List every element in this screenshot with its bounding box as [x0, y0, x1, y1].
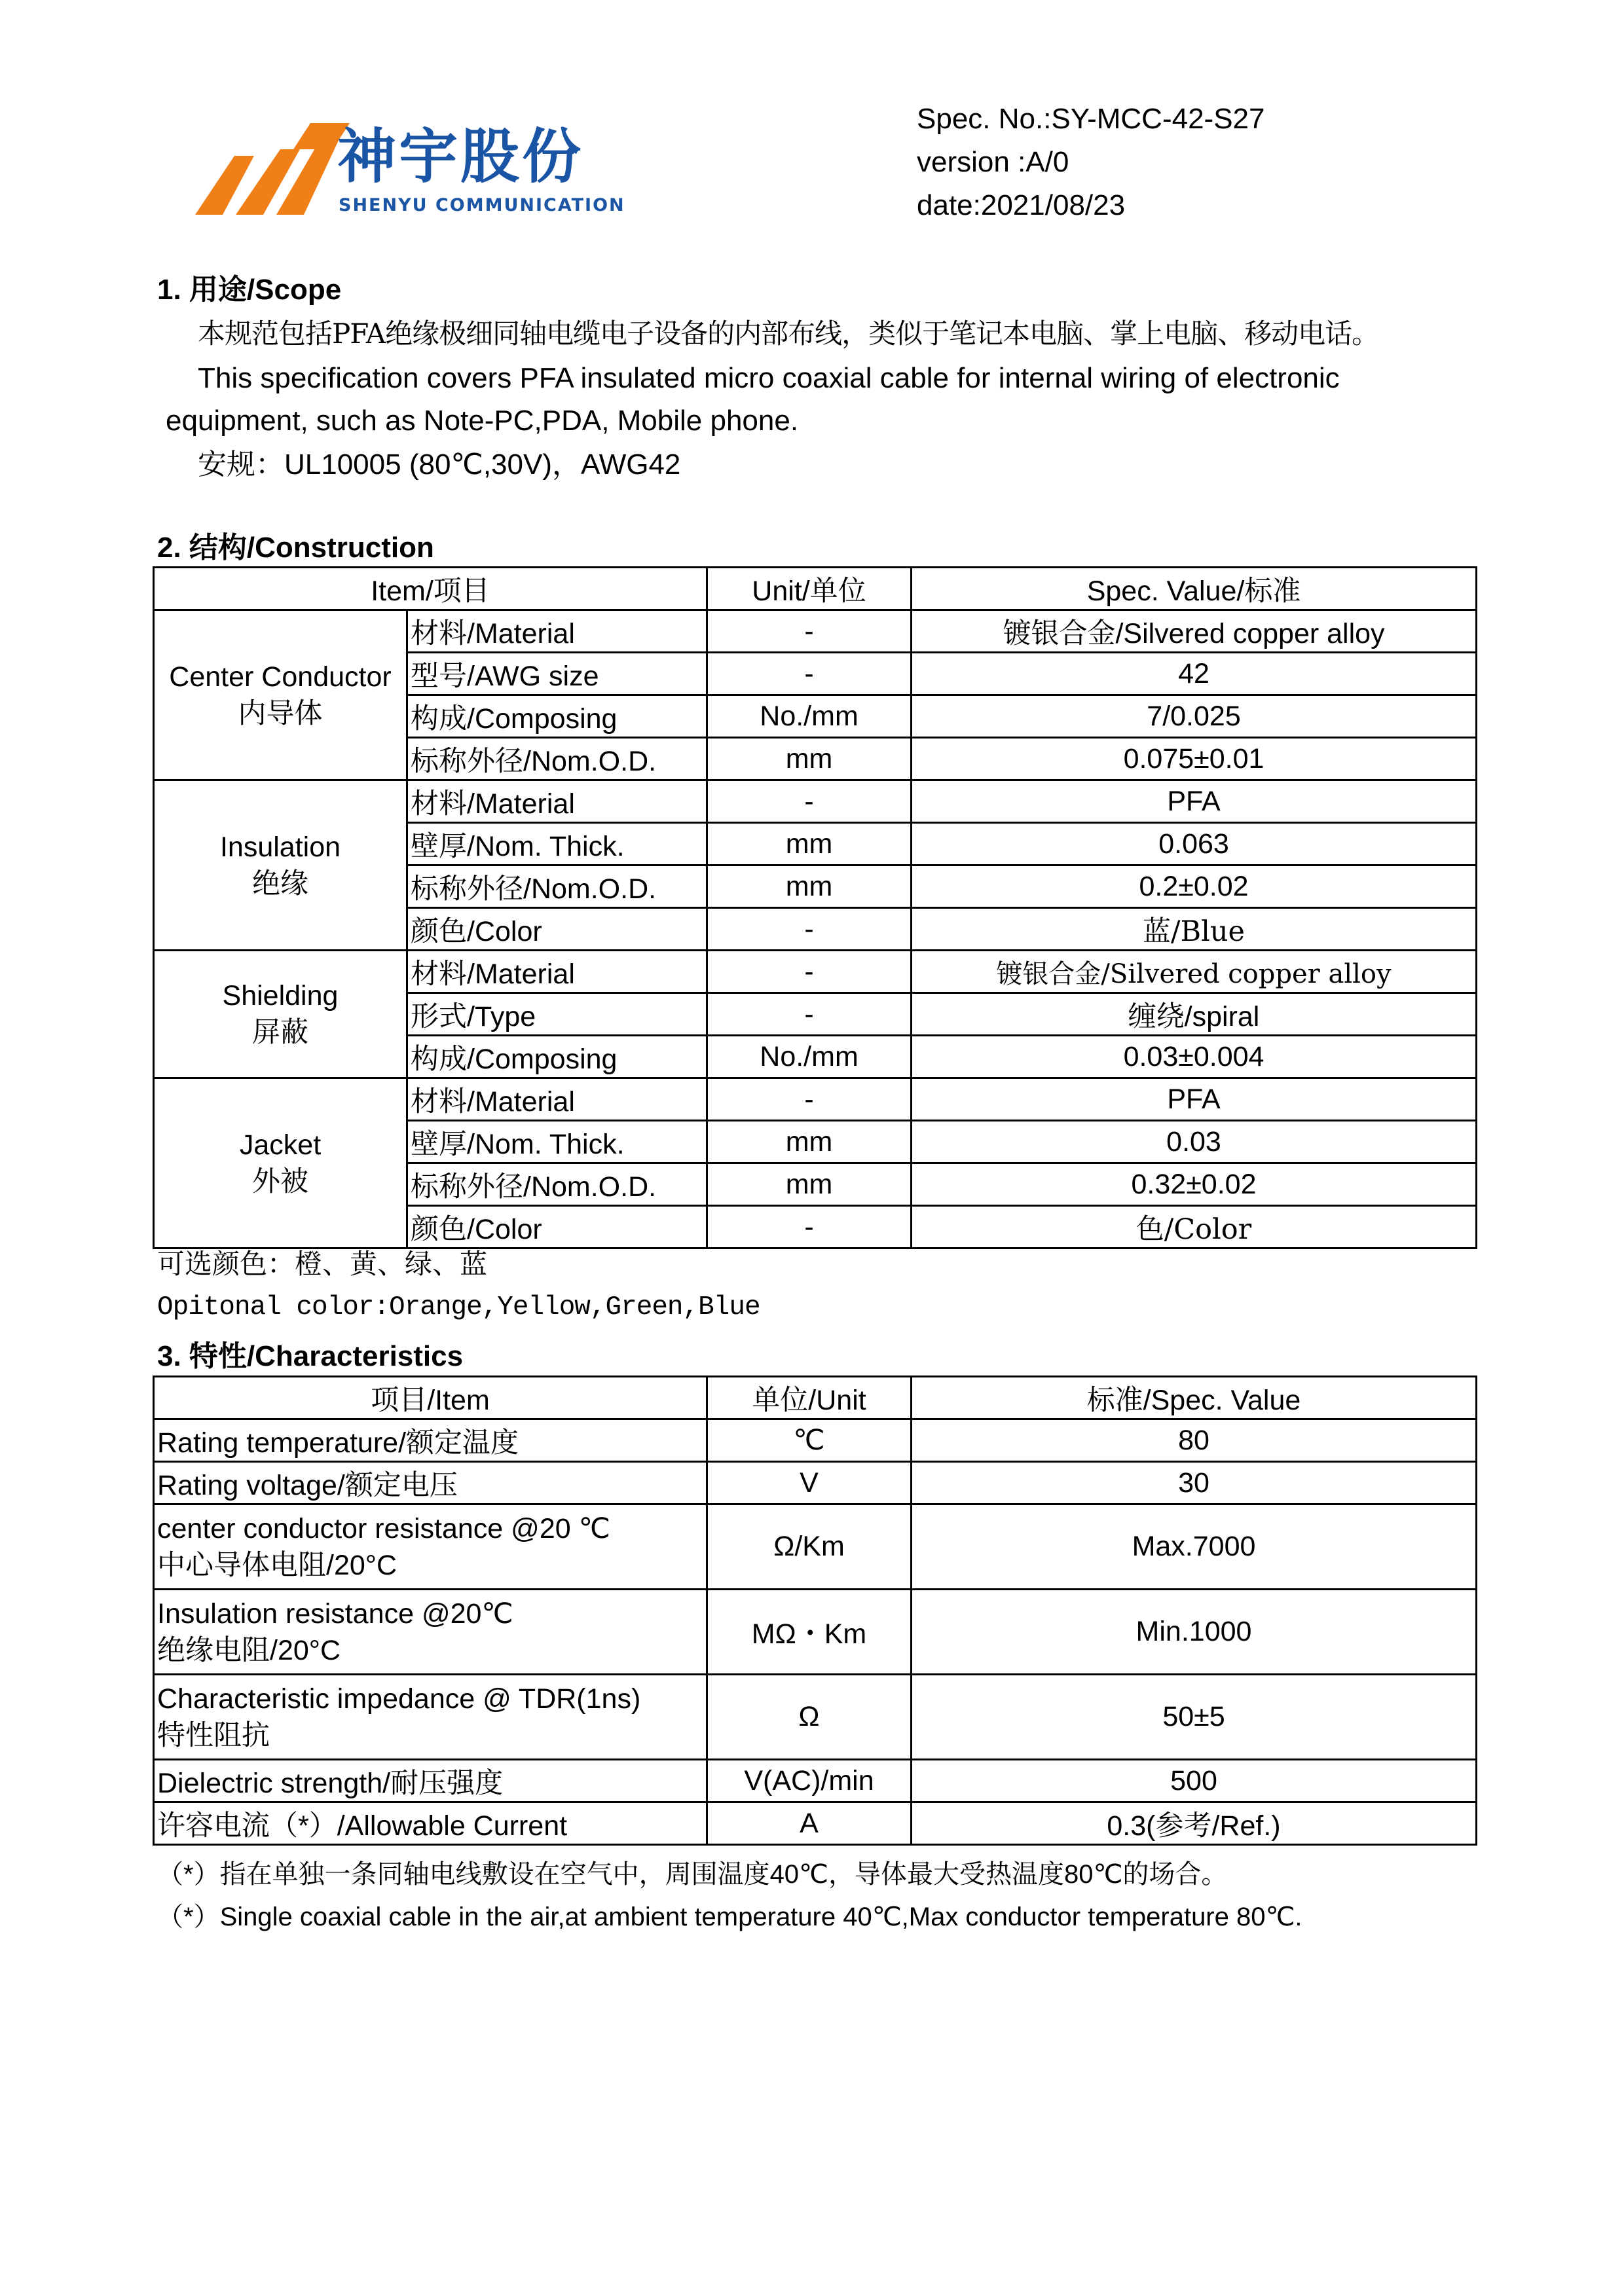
scope-text-en-2: equipment, such as Note-PC,PDA, Mobile phone. — [166, 405, 799, 437]
group-name-en: Insulation — [219, 831, 341, 863]
row-unit: mm — [707, 738, 912, 780]
characteristics-heading: 3. 特性/Characteristics — [157, 1340, 464, 1372]
row-unit: - — [707, 993, 912, 1036]
row-unit: Ω/Km — [707, 1504, 912, 1590]
row-value: PFA — [912, 780, 1477, 823]
row-value: 42 — [912, 653, 1477, 695]
footnote-cn: （*）指在单独一条同轴电线敷设在空气中，周围温度40℃，导体最大受热温度80℃的场合。 — [157, 1860, 1228, 1889]
row-unit: V — [707, 1462, 912, 1504]
row-value: 镀银合金/Silvered copper alloy — [912, 610, 1477, 653]
group-insulation — [154, 780, 407, 951]
row-value: Min.1000 — [912, 1590, 1477, 1675]
row-item-cn: 绝缘电阻/20°C — [157, 1634, 341, 1666]
spec-number: Spec. No.:SY-MCC-42-S27 — [917, 103, 1265, 135]
header-spec: Spec. Value/标准 — [912, 568, 1477, 610]
construction-table — [153, 566, 1477, 1249]
characteristics-table — [153, 1376, 1477, 1846]
row-value: 0.063 — [912, 823, 1477, 866]
scope-heading: 1. 用途/Scope — [157, 274, 342, 306]
row-item: 标称外径/Nom.O.D. — [407, 738, 707, 780]
group-center-conductor — [154, 610, 407, 780]
row-value: 0.3(参考/Ref.) — [912, 1802, 1477, 1845]
table-row — [154, 1462, 1477, 1504]
row-item-cn: 特性阻抗 — [157, 1719, 270, 1751]
row-value: 7/0.025 — [912, 695, 1477, 738]
group-name-en: Jacket — [239, 1129, 322, 1161]
row-item: 材料/Material — [407, 610, 707, 653]
row-unit: mm — [707, 866, 912, 908]
row-item: 型号/AWG size — [407, 653, 707, 695]
row-unit: MΩ・Km — [707, 1590, 912, 1675]
row-unit: mm — [707, 823, 912, 866]
header-spec: 标准/Spec. Value — [912, 1377, 1477, 1419]
group-name-en: Shielding — [222, 980, 339, 1011]
table-row — [154, 1760, 1477, 1802]
row-value: 缠绕/spiral — [912, 993, 1477, 1036]
row-unit: mm — [707, 1121, 912, 1163]
group-name-cn: 绝缘 — [252, 867, 308, 900]
row-item: Rating temperature/额定温度 — [154, 1419, 707, 1462]
optional-colors-cn: 可选颜色：橙、黄、绿、蓝 — [157, 1248, 488, 1280]
row-item: 形式/Type — [407, 993, 707, 1036]
row-unit: - — [707, 908, 912, 951]
row-unit: - — [707, 653, 912, 695]
row-unit: A — [707, 1802, 912, 1845]
row-item: 壁厚/Nom. Thick. — [407, 823, 707, 866]
row-value: 0.2±0.02 — [912, 866, 1477, 908]
row-item: 构成/Composing — [407, 695, 707, 738]
row-value: PFA — [912, 1078, 1477, 1121]
row-unit: - — [707, 610, 912, 653]
row-item: 材料/Material — [407, 1078, 707, 1121]
logo-english-name: SHENYU COMMUNICATION — [339, 195, 625, 215]
row-item-cn: 中心导体电阻/20°C — [157, 1549, 397, 1581]
table-row — [154, 951, 1477, 993]
row-unit: - — [707, 780, 912, 823]
row-value: 80 — [912, 1419, 1477, 1462]
header-unit: 单位/Unit — [707, 1377, 912, 1419]
row-unit: No./mm — [707, 695, 912, 738]
group-name-cn: 外被 — [252, 1165, 308, 1197]
row-item: 壁厚/Nom. Thick. — [407, 1121, 707, 1163]
header-item: Item/项目 — [154, 568, 707, 610]
row-value: 0.32±0.02 — [912, 1163, 1477, 1206]
row-value: 0.03±0.004 — [912, 1036, 1477, 1078]
row-value: 镀银合金/Silvered copper alloy — [912, 951, 1477, 993]
row-value: 30 — [912, 1462, 1477, 1504]
row-item-en: Characteristic impedance @ TDR(1ns) — [157, 1683, 641, 1715]
scope-text-en-1: This specification covers PFA insulated micro coaxial cable for internal wiring of electronic — [198, 362, 1340, 394]
row-unit: V(AC)/min — [707, 1760, 912, 1802]
row-unit: Ω — [707, 1675, 912, 1760]
construction-heading: 2. 结构/Construction — [157, 532, 434, 564]
table-row — [154, 610, 1477, 653]
group-name-cn: 屏蔽 — [252, 1017, 308, 1048]
row-unit: - — [707, 951, 912, 993]
row-unit: - — [707, 1206, 912, 1248]
row-value: 0.03 — [912, 1121, 1477, 1163]
table-row — [154, 1802, 1477, 1845]
group-shielding — [154, 951, 407, 1078]
logo-mark-icon — [195, 123, 350, 215]
row-unit: mm — [707, 1163, 912, 1206]
row-value: 50±5 — [912, 1675, 1477, 1760]
row-item — [154, 1504, 707, 1590]
row-item: 标称外径/Nom.O.D. — [407, 1163, 707, 1206]
header-unit: Unit/单位 — [707, 568, 912, 610]
scope-text-cn: 本规范包括PFA绝缘极细同轴电缆电子设备的内部布线，类似于笔记本电脑、掌上电脑、移动电话。 — [198, 318, 1379, 350]
group-jacket — [154, 1078, 407, 1248]
row-unit: No./mm — [707, 1036, 912, 1078]
row-value: Max.7000 — [912, 1504, 1477, 1590]
row-item: Rating voltage/额定电压 — [154, 1462, 707, 1504]
row-item: 颜色/Color — [407, 908, 707, 951]
row-value: 蓝/Blue — [912, 908, 1477, 951]
date: date:2021/08/23 — [917, 189, 1126, 221]
row-item: 许容电流（*）/Allowable Current — [154, 1802, 707, 1845]
construction-header-row — [154, 568, 1477, 610]
row-item: 材料/Material — [407, 780, 707, 823]
row-item: 标称外径/Nom.O.D. — [407, 866, 707, 908]
row-item — [154, 1590, 707, 1675]
row-item: Dielectric strength/耐压强度 — [154, 1760, 707, 1802]
row-item: 材料/Material — [407, 951, 707, 993]
row-item — [154, 1675, 707, 1760]
row-unit: - — [707, 1078, 912, 1121]
group-name-cn: 内导体 — [238, 697, 323, 729]
table-row — [154, 1590, 1477, 1675]
footnote-en: （*）Single coaxial cable in the air,at ambient temperature 40℃,Max conductor temperature 80℃. — [157, 1903, 1302, 1931]
row-item: 颜色/Color — [407, 1206, 707, 1248]
row-item-en: center conductor resistance @20 ℃ — [157, 1512, 610, 1544]
table-row — [154, 1078, 1477, 1121]
row-unit: ℃ — [707, 1419, 912, 1462]
table-row — [154, 1504, 1477, 1590]
table-row — [154, 1419, 1477, 1462]
header-item: 项目/Item — [154, 1377, 707, 1419]
logo-chinese-name: 神宇股份 — [337, 122, 583, 191]
row-value: 0.075±0.01 — [912, 738, 1477, 780]
group-name-en: Center Conductor — [169, 661, 392, 693]
table-row — [154, 1675, 1477, 1760]
row-item-en: Insulation resistance @20℃ — [157, 1597, 513, 1630]
characteristics-header-row — [154, 1377, 1477, 1419]
row-value: 色/Color — [912, 1206, 1477, 1248]
table-row — [154, 780, 1477, 823]
optional-colors-en: Opitonal color:Orange,Yellow,Green,Blue — [157, 1292, 760, 1322]
row-item: 构成/Composing — [407, 1036, 707, 1078]
version: version :A/0 — [917, 146, 1069, 178]
safety-standard: 安规：UL10005 (80℃,30V)，AWG42 — [198, 448, 681, 481]
row-value: 500 — [912, 1760, 1477, 1802]
